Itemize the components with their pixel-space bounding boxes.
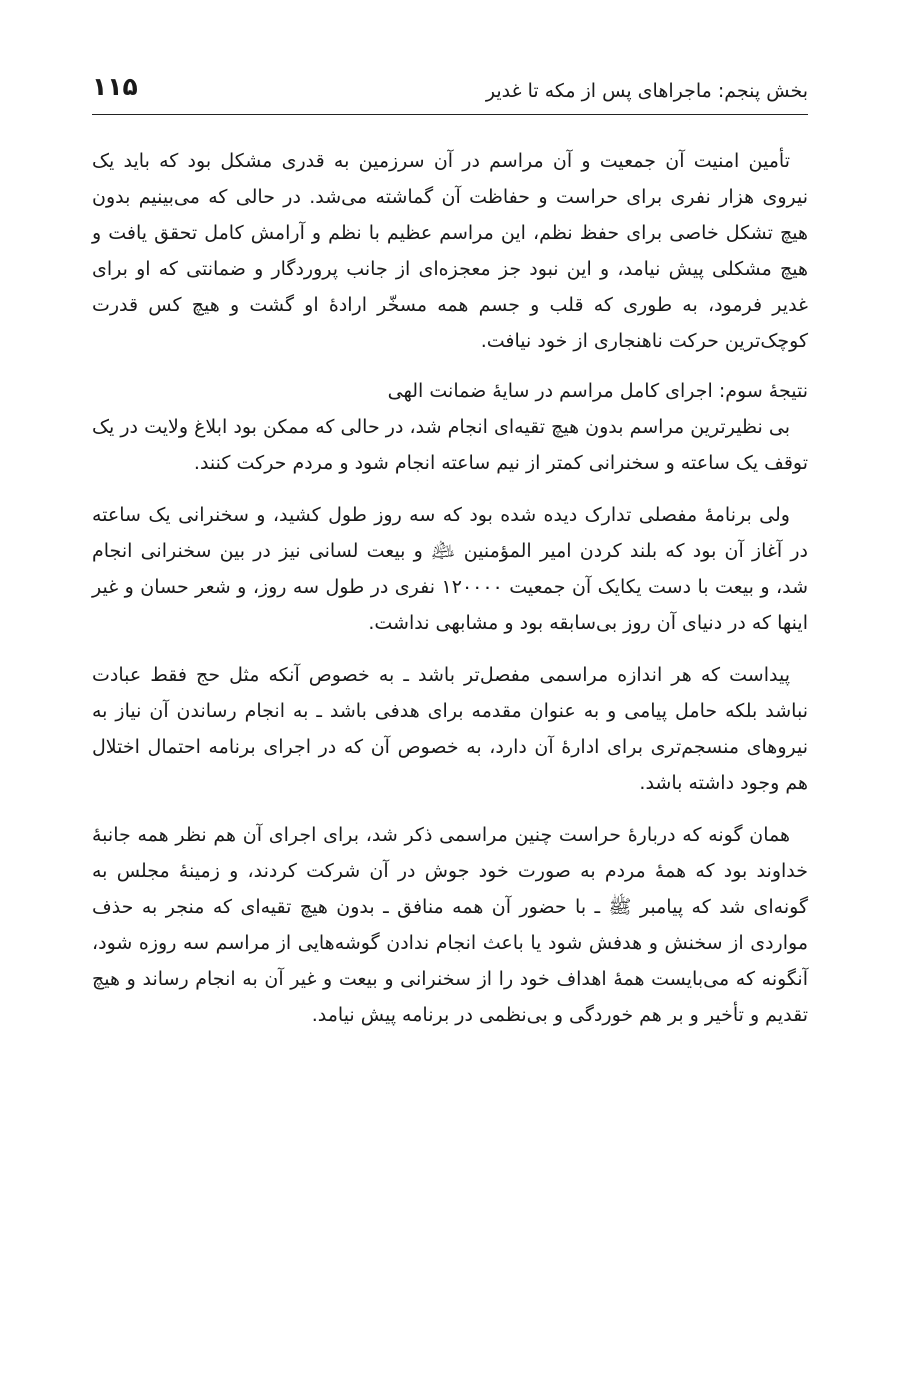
chapter-title: بخش پنجم: ماجراهای پس از مکه تا غدیر — [485, 80, 808, 102]
paragraph-three-day-program: ولی برنامهٔ مفصلی تدارک دیده شده بود که سه روز طول کشید، و سخنرانی یک ساعته در آغاز آن بود که بلند کردن امیر المؤمنین ﵇ و بیعت لسانی نیز در بین سخنرانی انجام شد، و بیعت با دست یکایک آن جمعیت ۱۲۰۰۰۰ نفری در طول سه روز، و شعر حسان و غیر اینها که در دنیای آن روز بی‌سابقه بود و مشابهی نداشت. — [92, 504, 808, 634]
body-text — [92, 143, 808, 1033]
page-number: ۱۱۵ — [92, 72, 138, 101]
paragraph-divine-support: همان گونه که دربارهٔ حراست چنین مراسمی ذکر شد، برای اجرای آن هم نظر همه جانبهٔ خداوند بود که همهٔ مردم به صورت خود جوش در آن شرکت کردند، و زمینهٔ مجلس به گونه‌ای شد که پیامبر ﷺ ـ با حضور آن همه منافق ـ بدون هیچ تقیه‌ای که منجر به حذف مواردی از سخنش و هدفش شود یا باعث انجام ندادن گوشه‌هایی از مراسم سه روزه شود، آنگونه که می‌بایست همهٔ اهداف خود را از سخنرانی و بیعت و غیر آن به انجام رساند و هیچ تقدیم و تأخیر و بر هم خوردگی و بی‌نظمی در برنامه پیش نیامد. — [92, 824, 808, 1026]
running-header — [92, 70, 808, 115]
paragraph-no-taqiyya: بی نظیرترین مراسم بدون هیچ تقیه‌ای انجام شد، در حالی که ممکن بود ابلاغ ولایت در یک توقف یک ساعته و سخنرانی کمتر از نیم ساعته انجام شود و مردم حرکت کنند. — [92, 416, 808, 474]
section-heading-third-result: نتیجهٔ سوم: اجرای کامل مراسم در سایهٔ ضمانت الهی — [387, 380, 808, 402]
paragraph-security: تأمین امنیت آن جمعیت و آن مراسم در آن سرزمین به قدری مشکل بود که باید یک نیروی هزار نفری برای حراست و حفاظت آن گماشته می‌شد. در حالی که می‌بینیم بدون هیچ تشکل خاصی برای حفظ نظم، این مراسم عظیم با نظم و آرامش کامل تحقق یافت و هیچ مشکلی پیش نیامد، و این نبود جز معجزه‌ای از جانب پروردگار و ضمانتی که او برای غدیر فرمود، به طوری که قلب و جسم همه مسخّر ارادهٔ او گشت و هیچ کس قدرت کوچک‌ترین حرکت ناهنجاری از خود نیافت. — [92, 150, 808, 352]
book-page — [92, 70, 808, 1033]
paragraph-elaborate-ceremony: پیداست که هر اندازه مراسمی مفصل‌تر باشد ـ به خصوص آنکه مثل حج فقط عبادت نباشد بلکه حامل پیامی و به عنوان مقدمه برای هدفی باشد ـ به انجام رساندن آن نیاز به نیروهای منسجم‌تری برای ادارهٔ آن دارد، به خصوص آن که در اجرای برنامه احتمال اختلال هم وجود داشته باشد. — [92, 664, 808, 794]
